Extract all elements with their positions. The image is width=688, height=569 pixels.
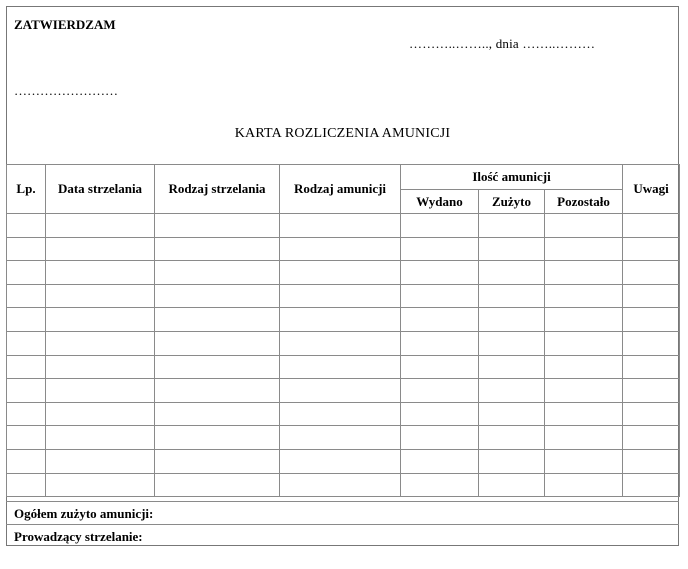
table-cell[interactable] (155, 402, 280, 426)
table-cell[interactable] (7, 449, 46, 473)
table-cell[interactable] (280, 214, 401, 238)
table-cell[interactable] (623, 308, 680, 332)
table-cell[interactable] (280, 449, 401, 473)
table-row (7, 308, 680, 332)
table-cell[interactable] (280, 261, 401, 285)
col-header-used: Zużyto (479, 190, 545, 214)
table-cell[interactable] (155, 426, 280, 450)
table-cell[interactable] (401, 331, 479, 355)
ammo-table (6, 164, 680, 497)
table-row (7, 284, 680, 308)
table-cell[interactable] (479, 449, 545, 473)
table-cell[interactable] (280, 402, 401, 426)
table-cell[interactable] (545, 331, 623, 355)
col-header-remaining: Pozostało (545, 190, 623, 214)
table-cell[interactable] (7, 379, 46, 403)
table-cell[interactable] (46, 237, 155, 261)
signature-line: …………………… (14, 83, 118, 98)
table-cell[interactable] (545, 473, 623, 497)
form-title: KARTA ROZLICZENIA AMUNICJI (234, 126, 451, 141)
table-cell[interactable] (46, 331, 155, 355)
table-row (7, 473, 680, 497)
table-cell[interactable] (7, 261, 46, 285)
table-cell[interactable] (623, 402, 680, 426)
table-cell[interactable] (155, 261, 280, 285)
table-cell[interactable] (623, 449, 680, 473)
col-header-date: Data strzelania (46, 165, 155, 214)
table-cell[interactable] (155, 308, 280, 332)
form-header (7, 7, 678, 167)
table-cell[interactable] (46, 426, 155, 450)
table-cell[interactable] (7, 402, 46, 426)
table-cell[interactable] (623, 214, 680, 238)
table-cell[interactable] (545, 308, 623, 332)
table-cell[interactable] (545, 237, 623, 261)
table-cell[interactable] (280, 473, 401, 497)
table-cell[interactable] (401, 355, 479, 379)
table-cell[interactable] (479, 214, 545, 238)
table-cell[interactable] (280, 355, 401, 379)
table-cell[interactable] (479, 426, 545, 450)
table-cell[interactable] (46, 214, 155, 238)
col-header-lp: Lp. (7, 165, 46, 214)
table-cell[interactable] (155, 379, 280, 403)
table-cell[interactable] (545, 284, 623, 308)
table-cell[interactable] (46, 379, 155, 403)
table-cell[interactable] (479, 331, 545, 355)
col-header-notes: Uwagi (623, 165, 680, 214)
table-row (7, 214, 680, 238)
table-cell[interactable] (280, 379, 401, 403)
table-row (7, 261, 680, 285)
table-cell[interactable] (545, 449, 623, 473)
table-cell[interactable] (7, 426, 46, 450)
table-cell[interactable] (479, 308, 545, 332)
table-cell[interactable] (545, 355, 623, 379)
col-header-ammo-type: Rodzaj amunicji (280, 165, 401, 214)
table-cell[interactable] (46, 308, 155, 332)
table-cell[interactable] (7, 237, 46, 261)
table-cell[interactable] (7, 355, 46, 379)
table-row (7, 355, 680, 379)
table-row (7, 449, 680, 473)
table-cell[interactable] (280, 331, 401, 355)
table-row (7, 331, 680, 355)
table-cell[interactable] (280, 237, 401, 261)
col-header-shooting-type: Rodzaj strzelania (155, 165, 280, 214)
table-cell[interactable] (155, 449, 280, 473)
table-cell[interactable] (280, 284, 401, 308)
table-cell[interactable] (46, 473, 155, 497)
table-row (7, 426, 680, 450)
table-cell[interactable] (545, 261, 623, 285)
table-cell[interactable] (623, 473, 680, 497)
table-cell[interactable] (7, 331, 46, 355)
instructor-label: Prowadzący strzelanie: (6, 524, 679, 547)
table-cell[interactable] (479, 284, 545, 308)
table-cell[interactable] (545, 402, 623, 426)
table-cell[interactable] (401, 449, 479, 473)
table-cell[interactable] (479, 473, 545, 497)
table-cell[interactable] (155, 284, 280, 308)
table-cell[interactable] (155, 355, 280, 379)
table-cell[interactable] (155, 331, 280, 355)
table-cell[interactable] (479, 355, 545, 379)
table-cell[interactable] (545, 379, 623, 403)
table-cell[interactable] (401, 308, 479, 332)
table-cell[interactable] (46, 355, 155, 379)
table-cell[interactable] (401, 379, 479, 403)
table-cell[interactable] (401, 284, 479, 308)
table-cell[interactable] (46, 402, 155, 426)
table-cell[interactable] (280, 426, 401, 450)
table-cell[interactable] (623, 237, 680, 261)
table-cell[interactable] (401, 473, 479, 497)
col-header-ammo-quantity: Ilość amunicji (401, 165, 623, 190)
table-cell[interactable] (479, 261, 545, 285)
table-cell[interactable] (401, 261, 479, 285)
table-cell[interactable] (7, 308, 46, 332)
table-row (7, 237, 680, 261)
table-cell[interactable] (545, 426, 623, 450)
col-header-issued: Wydano (401, 190, 479, 214)
table-cell[interactable] (623, 426, 680, 450)
table-cell[interactable] (155, 214, 280, 238)
table-row (7, 402, 680, 426)
table-body (7, 214, 680, 497)
table-cell[interactable] (401, 402, 479, 426)
table-cell[interactable] (46, 261, 155, 285)
table-cell[interactable] (479, 402, 545, 426)
total-used-label: Ogółem zużyto amunicji: (6, 501, 679, 524)
table-cell[interactable] (401, 237, 479, 261)
table-cell[interactable] (7, 473, 46, 497)
table-cell[interactable] (623, 331, 680, 355)
table-cell[interactable] (479, 237, 545, 261)
table-cell[interactable] (545, 214, 623, 238)
table-cell[interactable] (155, 237, 280, 261)
table-row (7, 379, 680, 403)
table-cell[interactable] (623, 379, 680, 403)
place-date-line: ………..…….., dnia ……..……… (409, 36, 596, 51)
table-cell[interactable] (155, 473, 280, 497)
table-cell[interactable] (401, 214, 479, 238)
table-cell[interactable] (401, 426, 479, 450)
table-cell[interactable] (7, 214, 46, 238)
table-cell[interactable] (7, 284, 46, 308)
table-cell[interactable] (623, 261, 680, 285)
table-cell[interactable] (46, 284, 155, 308)
table-cell[interactable] (46, 449, 155, 473)
ammo-settlement-form (6, 6, 679, 546)
table-cell[interactable] (280, 308, 401, 332)
approve-label: ZATWIERDZAM (14, 17, 116, 32)
table-cell[interactable] (479, 379, 545, 403)
table-cell[interactable] (623, 284, 680, 308)
table-cell[interactable] (623, 355, 680, 379)
